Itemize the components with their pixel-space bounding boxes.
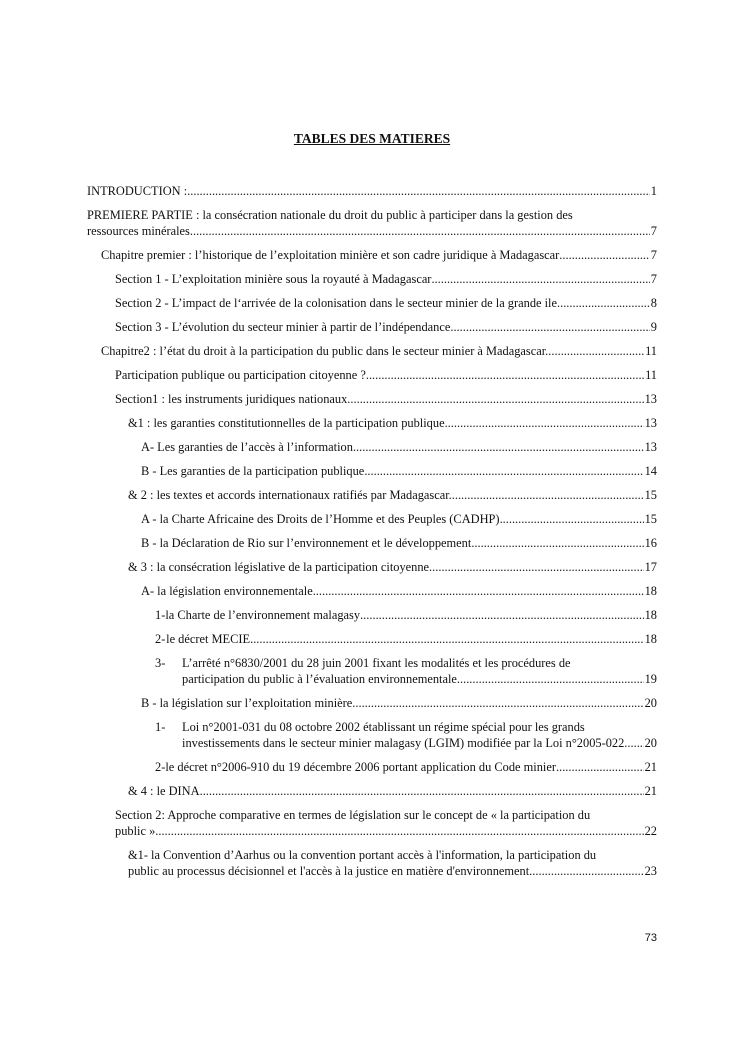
toc-leader-dots xyxy=(500,511,644,527)
toc-entry-text: Chapitre premier : l’historique de l’exploitation minière et son cadre juridique à Madagascar xyxy=(101,248,560,262)
toc-entry-text: & 3 : la consécration législative de la participation citoyenne. xyxy=(128,560,433,574)
toc-entry-number: 1- xyxy=(155,608,166,622)
toc-entry[interactable] xyxy=(155,607,657,623)
toc-entry-line xyxy=(101,343,657,359)
toc-entry-line xyxy=(128,487,657,503)
toc-entry-page: 20 xyxy=(644,736,657,750)
toc-entry-page: 7 xyxy=(650,224,657,238)
toc-entry[interactable] xyxy=(115,807,657,839)
toc-entry-number: 3- xyxy=(155,656,166,670)
toc-leader-dots xyxy=(355,695,643,711)
toc-entry-text: la Charte de l’environnement malagasy xyxy=(165,608,361,622)
toc-entry-text: public » xyxy=(115,824,156,838)
toc-leader-dots xyxy=(431,271,649,287)
toc-entry[interactable] xyxy=(87,207,657,239)
toc-leader-dots xyxy=(450,319,649,335)
toc-entry-page: 7 xyxy=(650,248,657,262)
toc-entry-text: A- Les garanties de l’accès à l’information xyxy=(141,440,353,454)
toc-entry-page: 13 xyxy=(644,392,657,406)
toc-entry[interactable] xyxy=(128,487,657,503)
toc-entry[interactable] xyxy=(155,759,657,775)
toc-entry-first-line xyxy=(87,207,657,223)
toc-entry-page: 15 xyxy=(644,512,657,526)
toc-entry-page: 22 xyxy=(644,824,657,838)
toc-entry-line xyxy=(115,295,657,311)
toc-entry[interactable] xyxy=(115,391,657,407)
toc-leader-dots xyxy=(557,295,650,311)
toc-entry-page: 13 xyxy=(644,440,657,454)
toc-entry[interactable] xyxy=(141,511,657,527)
toc-entry-text: INTRODUCTION : xyxy=(87,184,188,198)
toc-entry-text: Section1 : les instruments juridiques nationaux xyxy=(115,392,348,406)
toc-entry[interactable] xyxy=(101,247,657,263)
toc-entry-page: 20 xyxy=(644,696,657,710)
toc-entry-line xyxy=(128,783,657,799)
toc-entry-text: investissements dans le secteur minier malagasy (LGIM) modifiée par la Loi n°2005-022 xyxy=(182,736,625,750)
toc-leader-dots xyxy=(187,183,650,199)
toc-entry-page: 1 xyxy=(650,184,657,198)
toc-entry-first-line xyxy=(115,807,657,823)
toc-entry[interactable] xyxy=(115,295,657,311)
toc-leader-dots xyxy=(364,463,643,479)
toc-entry-page: 17 xyxy=(644,560,657,574)
toc-entry-text: le décret n°2006-910 du 19 décembre 2006 portant application du Code minier xyxy=(165,760,557,774)
toc-entry-text: Section 1 - L’exploitation minière sous la royauté à Madagascar xyxy=(115,272,432,286)
toc-entry-line xyxy=(155,607,657,623)
toc-entry-text: &1- la Convention d’Aarhus ou la convention portant accès à l'information, la participation du xyxy=(128,848,597,862)
toc-entry-line xyxy=(115,823,657,839)
table-of-contents xyxy=(87,183,657,887)
toc-leader-dots xyxy=(347,391,643,407)
toc-entry-first-line xyxy=(155,655,657,671)
toc-entry-line xyxy=(155,759,657,775)
toc-entry-text: B - Les garanties de la participation publique xyxy=(141,464,365,478)
toc-entry-page: 19 xyxy=(644,672,657,686)
toc-leader-dots xyxy=(193,223,650,239)
toc-entry-line xyxy=(128,415,657,431)
toc-entry-text: A- la législation environnementale xyxy=(141,584,313,598)
toc-entry[interactable] xyxy=(87,183,657,199)
toc-entry-line xyxy=(141,463,657,479)
toc-entry[interactable] xyxy=(141,535,657,551)
toc-entry-page: 11 xyxy=(645,344,657,358)
toc-entry-line xyxy=(115,319,657,335)
toc-entry-text: Participation publique ou participation citoyenne ? xyxy=(115,368,366,382)
toc-leader-dots xyxy=(250,631,644,647)
toc-entry-page: 11 xyxy=(645,368,657,382)
toc-entry[interactable] xyxy=(115,367,657,383)
toc-entry-text: Loi n°2001-031 du 08 octobre 2002 établissant un régime spécial pour les grands xyxy=(182,720,585,734)
toc-entry-line xyxy=(87,183,657,199)
toc-entry[interactable] xyxy=(128,847,657,879)
toc-leader-dots xyxy=(624,735,643,751)
page-number: 73 xyxy=(644,932,657,944)
toc-entry-number: 1- xyxy=(155,720,166,734)
toc-entry-page: 21 xyxy=(644,760,657,774)
toc-entry-page: 9 xyxy=(650,320,657,334)
toc-entry-text: & 4 : le DINA xyxy=(128,784,200,798)
toc-entry-text: B - la législation sur l’exploitation minière. xyxy=(141,696,356,710)
toc-entry-page: 21 xyxy=(644,784,657,798)
page-title: TABLES DES MATIERES xyxy=(293,131,451,146)
toc-entry-text: B - la Déclaration de Rio sur l’environnement et le développement xyxy=(141,536,472,550)
toc-leader-dots xyxy=(548,343,644,359)
toc-entry[interactable] xyxy=(128,415,657,431)
toc-entry-text: Section 2 - L’impact de l‘arrivée de la colonisation dans le secteur minier de la grande ile xyxy=(115,296,557,310)
toc-entry-text: PREMIERE PARTIE : la consécration nationale du droit du public à participer dans la gestion des xyxy=(87,208,573,222)
toc-leader-dots xyxy=(432,559,643,575)
toc-entry-page: 14 xyxy=(644,464,657,478)
toc-entry[interactable] xyxy=(141,439,657,455)
toc-entry-line xyxy=(128,863,657,879)
toc-entry-line xyxy=(101,247,657,263)
toc-entry-text: ressources minérales. xyxy=(87,224,193,238)
toc-leader-dots xyxy=(200,783,644,799)
toc-leader-dots xyxy=(313,583,644,599)
toc-entry-text: &1 : les garanties constitutionnelles de la participation publique xyxy=(128,416,445,430)
toc-entry-first-line xyxy=(128,847,657,863)
toc-leader-dots xyxy=(360,607,644,623)
toc-entry[interactable] xyxy=(128,783,657,799)
toc-entry-text: A - la Charte Africaine des Droits de l’Homme et des Peuples (CADHP) xyxy=(141,512,500,526)
toc-entry-text: L’arrêté n°6830/2001 du 28 juin 2001 fixant les modalités et les procédures de xyxy=(182,656,571,670)
toc-entry-text: le décret MECIE xyxy=(166,632,251,646)
toc-entry-page: 16 xyxy=(644,536,657,550)
toc-entry[interactable] xyxy=(115,319,657,335)
toc-leader-dots xyxy=(559,247,650,263)
toc-leader-dots xyxy=(155,823,643,839)
toc-entry-line xyxy=(115,391,657,407)
toc-entry-page: 8 xyxy=(650,296,657,310)
toc-entry[interactable] xyxy=(128,559,657,575)
toc-entry-number: 2- xyxy=(155,760,166,774)
toc-leader-dots xyxy=(556,759,644,775)
toc-entry-line xyxy=(87,223,657,239)
toc-leader-dots xyxy=(529,863,643,879)
toc-entry[interactable] xyxy=(101,343,657,359)
toc-entry-page: 18 xyxy=(644,632,657,646)
toc-entry-line xyxy=(141,695,657,711)
toc-entry-page: 18 xyxy=(644,584,657,598)
toc-entry-text: Chapitre2 : l’état du droit à la participation du public dans le secteur minier à Madagascar. xyxy=(101,344,549,358)
toc-entry-line xyxy=(141,439,657,455)
toc-entry[interactable] xyxy=(115,271,657,287)
toc-entry[interactable] xyxy=(141,695,657,711)
toc-entry-line xyxy=(141,511,657,527)
toc-entry-line xyxy=(155,671,657,687)
toc-entry-first-line xyxy=(155,719,657,735)
toc-entry-page: 7 xyxy=(650,272,657,286)
toc-entry[interactable] xyxy=(141,463,657,479)
toc-entry-page: 18 xyxy=(644,608,657,622)
toc-entry-page: 15 xyxy=(644,488,657,502)
toc-entry-text: & 2 : les textes et accords internationaux ratifiés par Madagascar. xyxy=(128,488,452,502)
toc-entry[interactable] xyxy=(155,655,657,687)
toc-leader-dots xyxy=(452,487,644,503)
toc-entry-text: participation du public à l’évaluation environnementale. xyxy=(182,672,461,686)
toc-leader-dots xyxy=(460,671,644,687)
toc-entry-line xyxy=(141,583,657,599)
toc-entry-line xyxy=(141,535,657,551)
toc-entry-line xyxy=(115,367,657,383)
toc-leader-dots xyxy=(471,535,643,551)
toc-entry-line xyxy=(155,735,657,751)
toc-entry-page: 13 xyxy=(644,416,657,430)
toc-entry-number: 2- xyxy=(155,632,166,646)
toc-entry[interactable] xyxy=(155,631,657,647)
toc-entry-line xyxy=(155,631,657,647)
toc-leader-dots xyxy=(445,415,644,431)
toc-entry[interactable] xyxy=(155,719,657,751)
toc-entry-page: 23 xyxy=(644,864,657,878)
toc-entry-line xyxy=(115,271,657,287)
toc-entry-text: Section 2: Approche comparative en termes de législation sur le concept de « la participation du xyxy=(115,808,591,822)
toc-entry-line xyxy=(128,559,657,575)
toc-entry-text: Section 3 - L’évolution du secteur minier à partir de l’indépendance xyxy=(115,320,451,334)
toc-entry[interactable] xyxy=(141,583,657,599)
toc-leader-dots xyxy=(353,439,644,455)
toc-entry-text: public au processus décisionnel et l'accès à la justice en matière d'environnement xyxy=(128,864,530,878)
toc-leader-dots xyxy=(366,367,644,383)
